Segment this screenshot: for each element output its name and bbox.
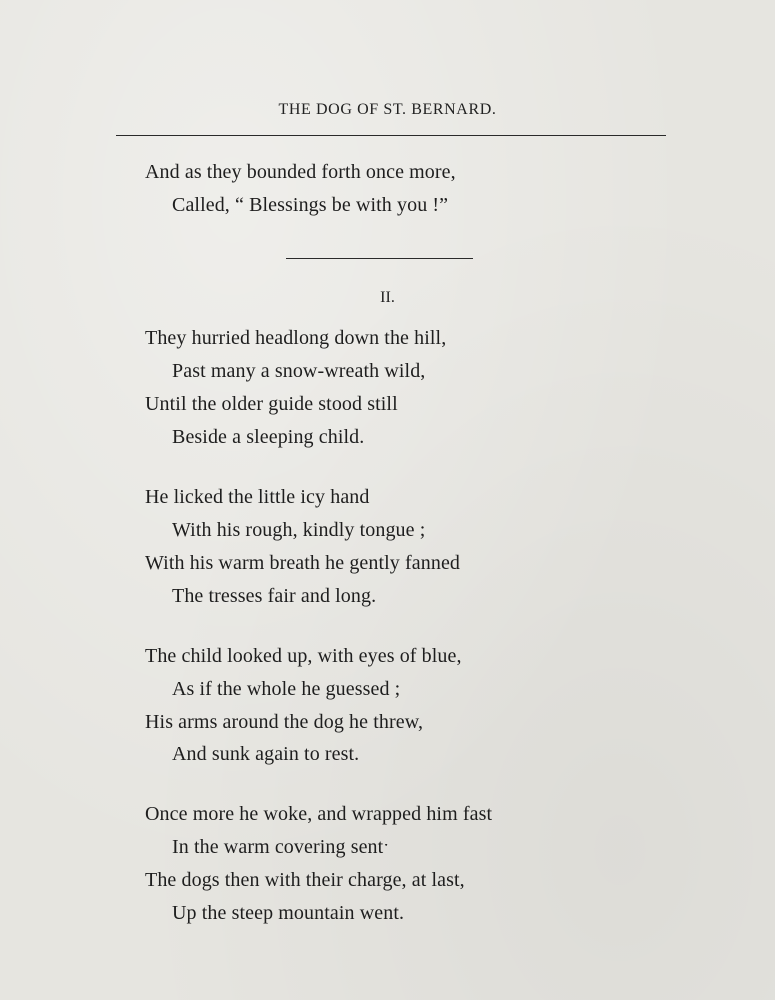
verse-line: The dogs then with their charge, at last, xyxy=(145,869,465,891)
verse-line: The child looked up, with eyes of blue, xyxy=(145,645,462,667)
section-divider xyxy=(286,258,473,259)
verse-line: Past many a snow-wreath wild, xyxy=(172,360,426,382)
running-head: THE DOG OF ST. BERNARD. xyxy=(278,101,497,118)
verse-line: He licked the little icy hand xyxy=(145,486,370,508)
header-rule xyxy=(116,135,666,136)
verse-line: The tresses fair and long. xyxy=(172,585,377,607)
verse-line: His arms around the dog he threw, xyxy=(145,711,424,733)
verse-line: And as they bounded forth once more, xyxy=(145,161,456,183)
verse-line: As if the whole he guessed ; xyxy=(172,678,401,700)
verse-line: In the warm covering sentˑ xyxy=(172,836,389,858)
verse-line: Once more he woke, and wrapped him fast xyxy=(145,803,493,825)
verse-line: With his warm breath he gently fanned xyxy=(145,552,461,574)
verse-line: And sunk again to rest. xyxy=(172,743,360,765)
verse-line: Up the steep mountain went. xyxy=(172,902,405,924)
verse-line: They hurried headlong down the hill, xyxy=(145,327,447,349)
section-number: II. xyxy=(380,289,395,306)
verse-line: Until the older guide stood still xyxy=(145,393,398,415)
verse-line: Called, “ Blessings be with you !” xyxy=(172,194,449,216)
verse-line: With his rough, kindly tongue ; xyxy=(172,519,426,541)
verse-line: Beside a sleeping child. xyxy=(172,426,365,448)
